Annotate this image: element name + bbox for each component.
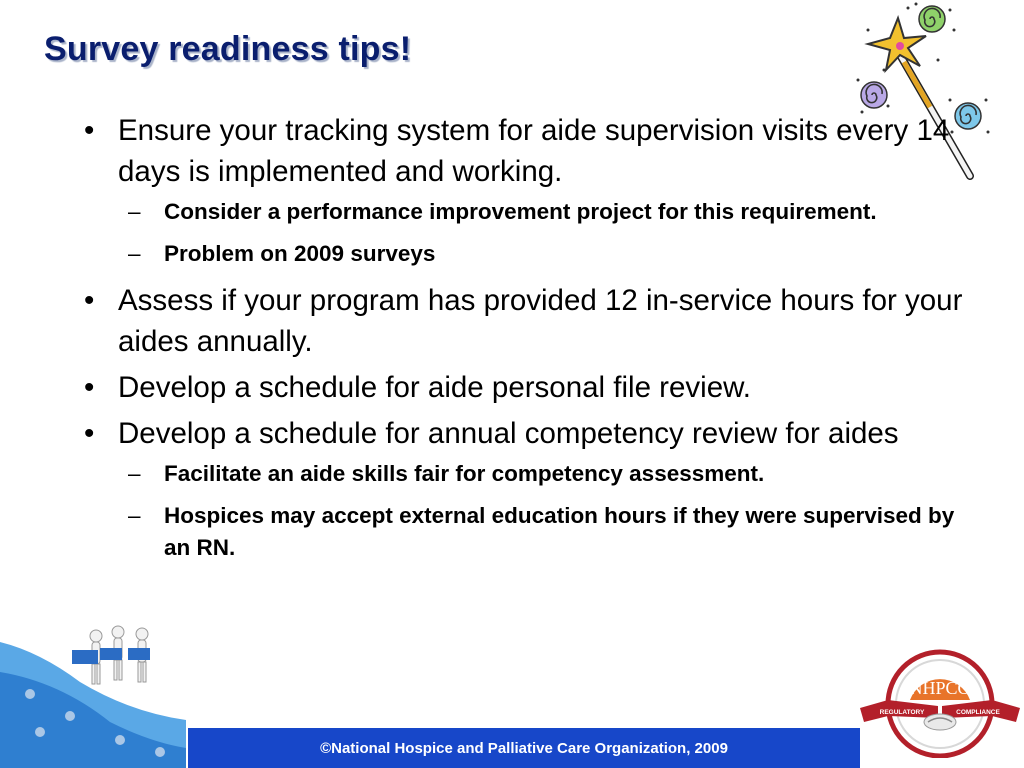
bullet-item bbox=[84, 413, 984, 564]
bullet-marker: • bbox=[84, 371, 95, 404]
bullet-marker: • bbox=[84, 417, 95, 450]
logo-ribbon-right: COMPLIANCE bbox=[956, 709, 1000, 716]
dash-marker: – bbox=[128, 199, 141, 224]
logo-ribbon-left: REGULATORY bbox=[879, 709, 925, 716]
bullet-list bbox=[84, 110, 984, 574]
dash-marker: – bbox=[128, 461, 141, 486]
sub-bullet-text: Facilitate an aide skills fair for competency assessment. bbox=[164, 461, 765, 486]
dash-marker: – bbox=[128, 503, 141, 528]
bullet-text: Ensure your tracking system for aide supervision visits every 14 days is implemented and working. bbox=[118, 114, 950, 188]
logo-text: NHPCO bbox=[909, 678, 971, 698]
sub-bullet-list bbox=[118, 458, 984, 564]
bullet-marker: • bbox=[84, 114, 95, 147]
sub-bullet-item bbox=[118, 500, 984, 564]
sub-bullet-item bbox=[118, 458, 984, 490]
slide-title: Survey readiness tips! bbox=[44, 30, 412, 68]
bullet-item bbox=[84, 280, 984, 362]
bullet-text: Develop a schedule for annual competency review for aides bbox=[118, 417, 899, 450]
footer-copyright: ©National Hospice and Palliative Care Organization, 2009 bbox=[188, 728, 860, 768]
bullet-item bbox=[84, 110, 984, 270]
bullet-item bbox=[84, 367, 984, 408]
bullet-text: Develop a schedule for aide personal file review. bbox=[118, 371, 751, 404]
sub-bullet-item bbox=[118, 196, 984, 228]
sub-bullet-text: Hospices may accept external education hours if they were supervised by an RN. bbox=[164, 503, 955, 560]
sub-bullet-item bbox=[118, 238, 984, 270]
sub-bullet-list bbox=[118, 196, 984, 270]
sub-bullet-text: Problem on 2009 surveys bbox=[164, 241, 436, 266]
bullet-marker: • bbox=[84, 284, 95, 317]
sub-bullet-text: Consider a performance improvement project for this requirement. bbox=[164, 199, 877, 224]
bullet-text: Assess if your program has provided 12 in-service hours for your aides annually. bbox=[118, 284, 963, 358]
nhpco-logo bbox=[858, 648, 1024, 758]
dash-marker: – bbox=[128, 241, 141, 266]
puzzle-team-icon bbox=[0, 612, 190, 768]
